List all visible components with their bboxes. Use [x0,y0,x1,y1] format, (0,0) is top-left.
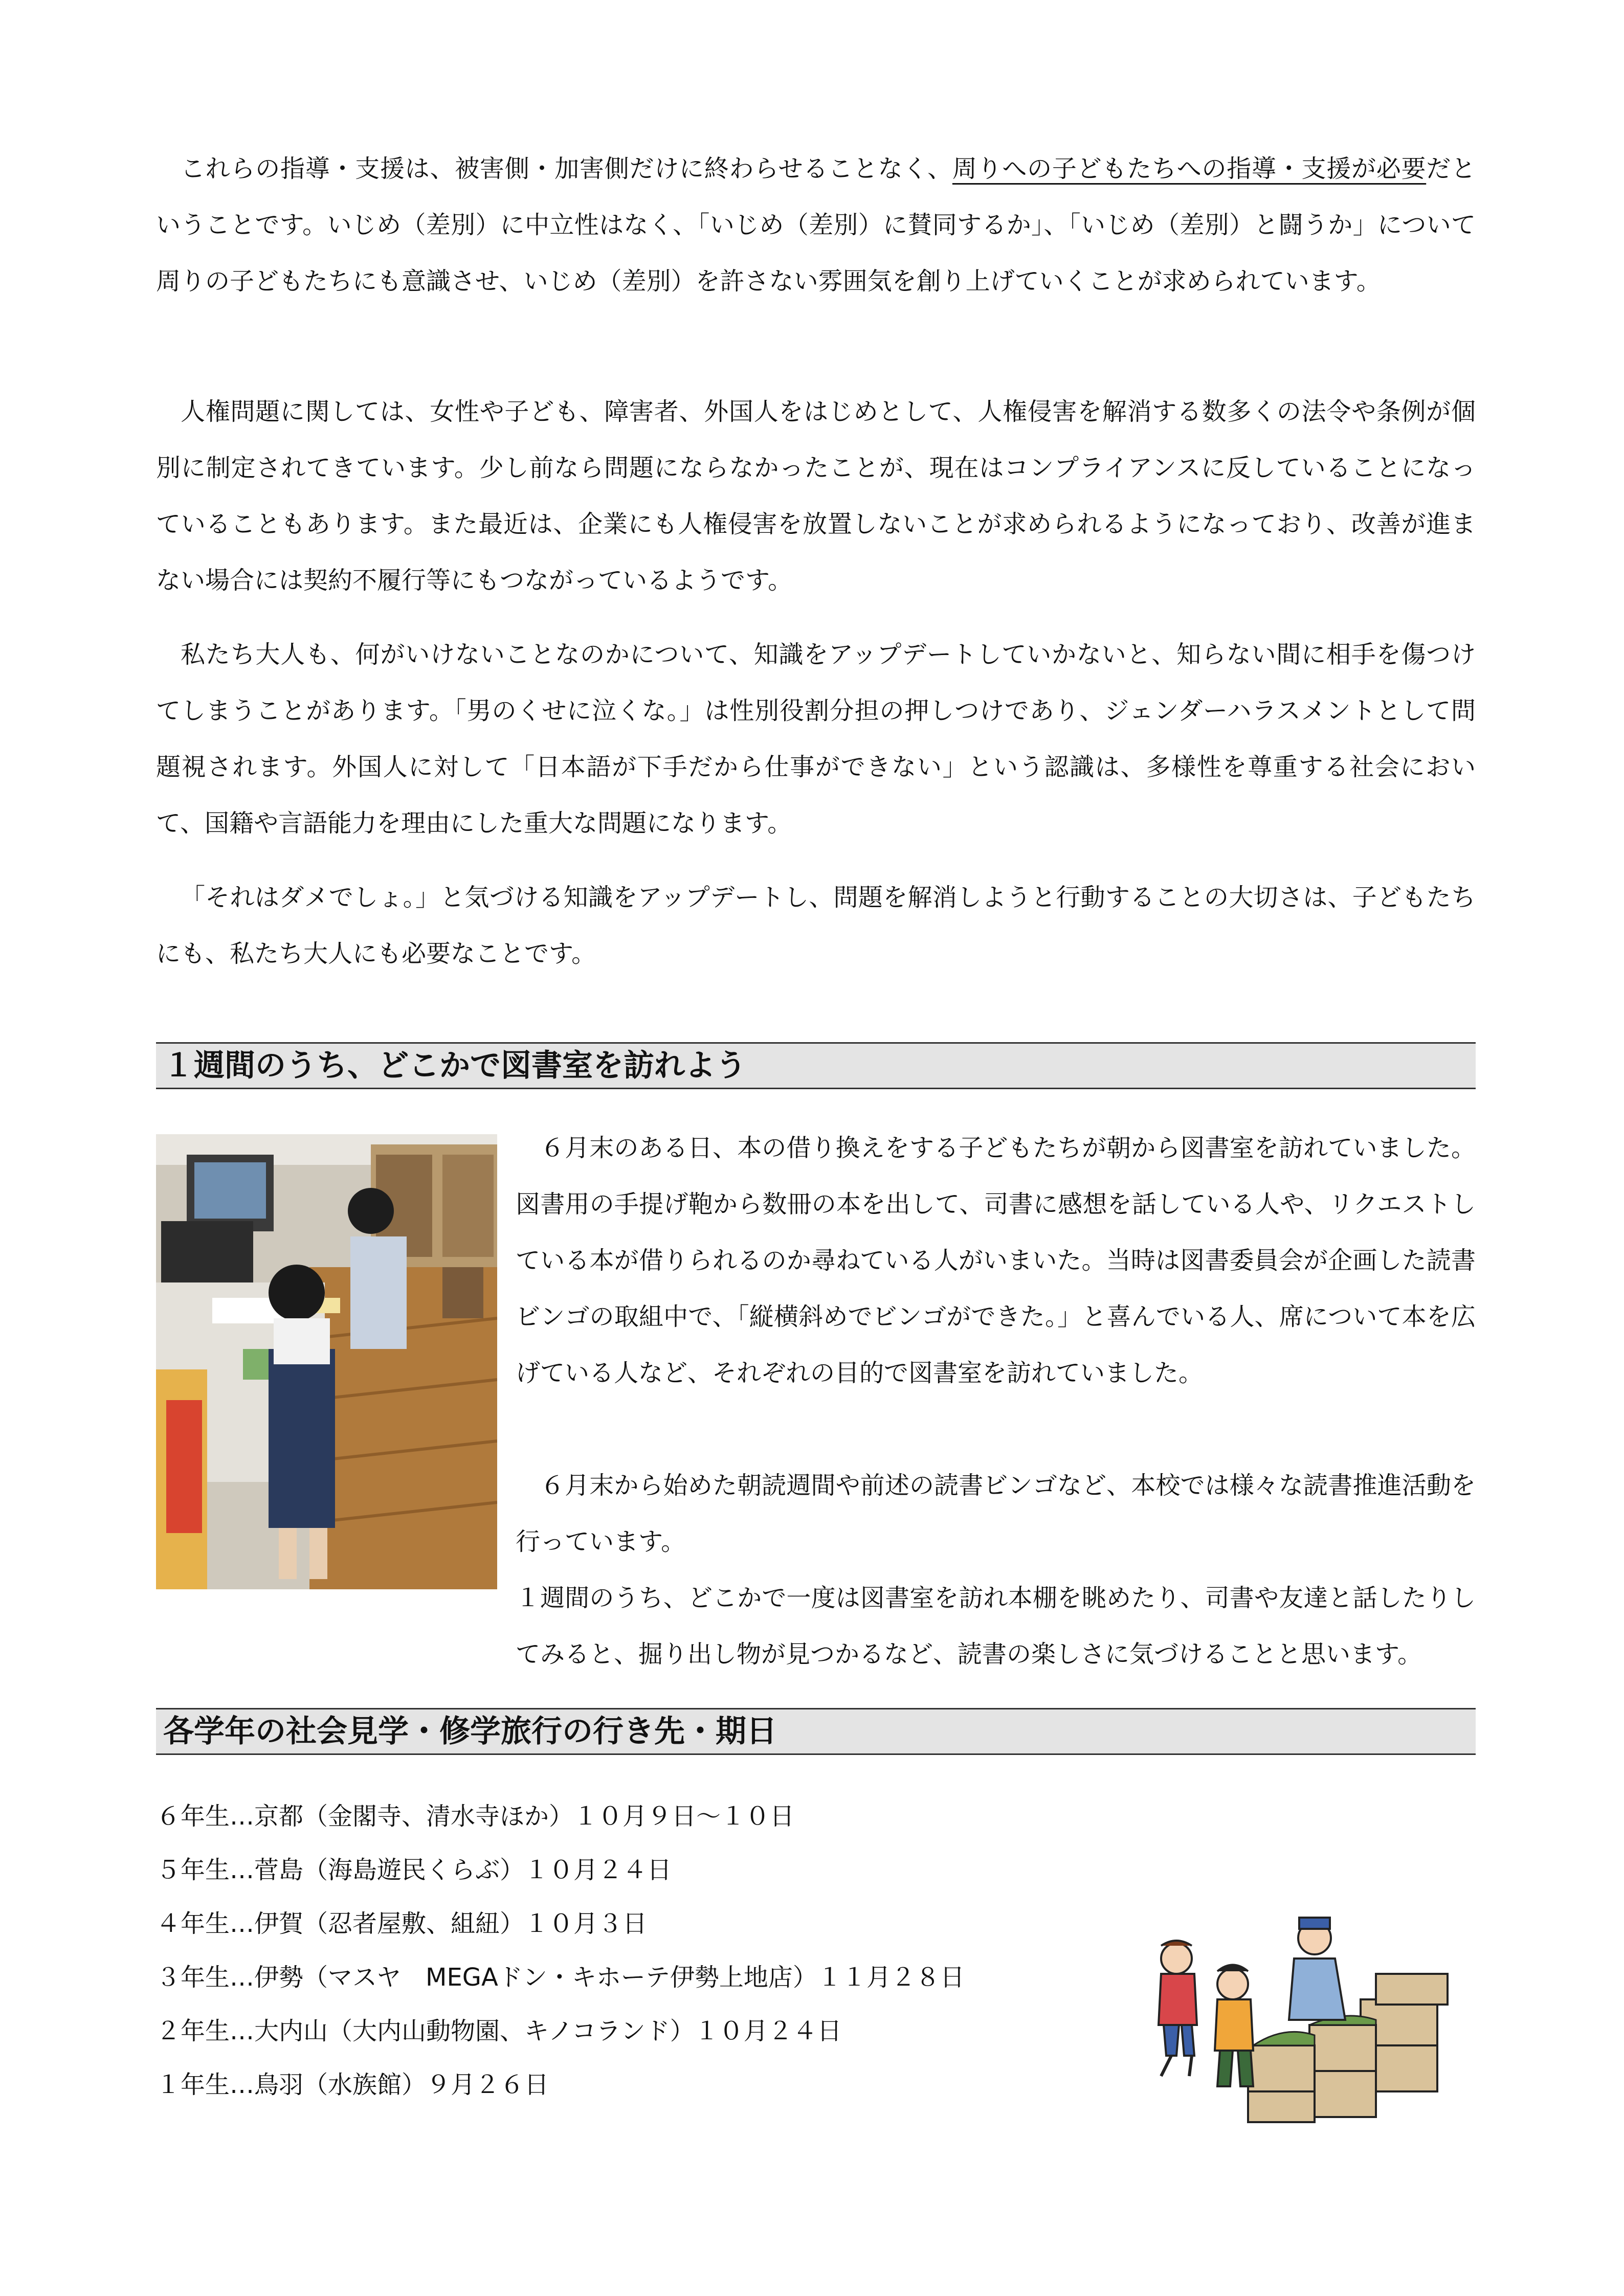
trip-item-grade5: ５年生…菅島（海島遊民くらぶ）１０月２４日 [156,1856,672,1884]
trips-heading: 各学年の社会見学・修学旅行の行き先・期日 [156,1708,1476,1755]
trip-item-grade3: ３年生…伊勢（マスヤ MEGAドン・キホーテ伊勢上地店）１１月２８日 [156,1963,965,1992]
intro-p1-text: これらの指導・支援は、被害側・加害側だけに終わらせることなく、 [181,154,952,183]
intro-paragraph-1 [156,141,1476,309]
library-heading: １週間のうち、どこかで図書室を訪れよう [156,1042,1476,1089]
trip-item-grade2: ２年生…大内山（大内山動物園、キノコランド）１０月２４日 [156,2017,842,2045]
trip-item-grade1: １年生…鳥羽（水族館）９月２６日 [156,2070,549,2099]
intro-paragraph-3: 私たち大人も、何がいけないことなのかについて、知識をアップデートしていかないと、知らない間に相手を傷つけてしまうことがあります。「男のくせに泣くな。」は性別役割分担の押しつけであり、ジェンダーハラスメントとして問題視されます。外国人に対して「日本語が下手だから仕事ができない」という認識は、多様性を尊重する社会において、国籍や言語能力を理由にした重大な問題になります。 [156,640,1476,838]
intro-p1-underlined: 周りへの子どもたちへの指導・支援が必要 [952,154,1427,183]
library-paragraph-1: ６月末のある日、本の借り換えをする子どもたちが朝から図書室を訪れていました。図書用の手提げ鞄から数冊の本を出して、司書に感想を話している人や、リクエストしている本が借りられるのか尋ねている人がいまいた。当時は図書委員会が企画した読書ビンゴの取組中で、「縦横斜めでビンゴができた。」と喜んでいる人、席について本を広げている人など、それぞれの目的で図書室を訪れていました。 [516,1134,1476,1387]
trip-item-grade6: ６年生…京都（金閣寺、清水寺ほか）１０月９日～１０日 [156,1802,795,1831]
intro-paragraph-2: 人権問題に関しては、女性や子ども、障害者、外国人をはじめとして、人権侵害を解消する数多くの法令や条例が個別に制定されてきています。少し前なら問題にならなかったことが、現在はコンプライアンスに反していることになっていることもあります。また最近は、企業にも人権侵害を放置しないことが求められるようになっており、改善が進まない場合には契約不履行等にもつながっているようです。 [156,397,1476,595]
intro-p1-text-cont: だということです。いじめ（差別）に中立性はなく、「いじめ（差別）に賛同するか」、「いじめ（差別）と闘うか」について周りの子どもたちにも意識させ、いじめ（差別）を許さない雰囲気を創り上げていくことが求められています。 [156,154,1476,296]
library-photo [156,1134,497,1589]
library-paragraph-2-cont: １週間のうち、どこかで一度は図書室を訪れ本棚を眺めたり、司書や友達と話したりしてみると、掘り出し物が見つかるなど、読書の楽しさに気づけることと思います。 [516,1584,1476,1669]
trip-item-grade4: ４年生…伊賀（忍者屋敷、組紐）１０月３日 [156,1909,648,1938]
intro-paragraph-4: 「それはダメでしょ。」と気づける知識をアップデートし、問題を解消しようと行動することの大切さは、子どもたちにも、私たち大人にも必要なことです。 [156,883,1476,968]
library-paragraph-2: ６月末から始めた朝読週間や前述の読書ビンゴなど、本校では様々な読書推進活動を行っています。 [516,1471,1476,1556]
field-trip-illustration [1141,1907,1458,2127]
trips-list [156,1790,965,2112]
